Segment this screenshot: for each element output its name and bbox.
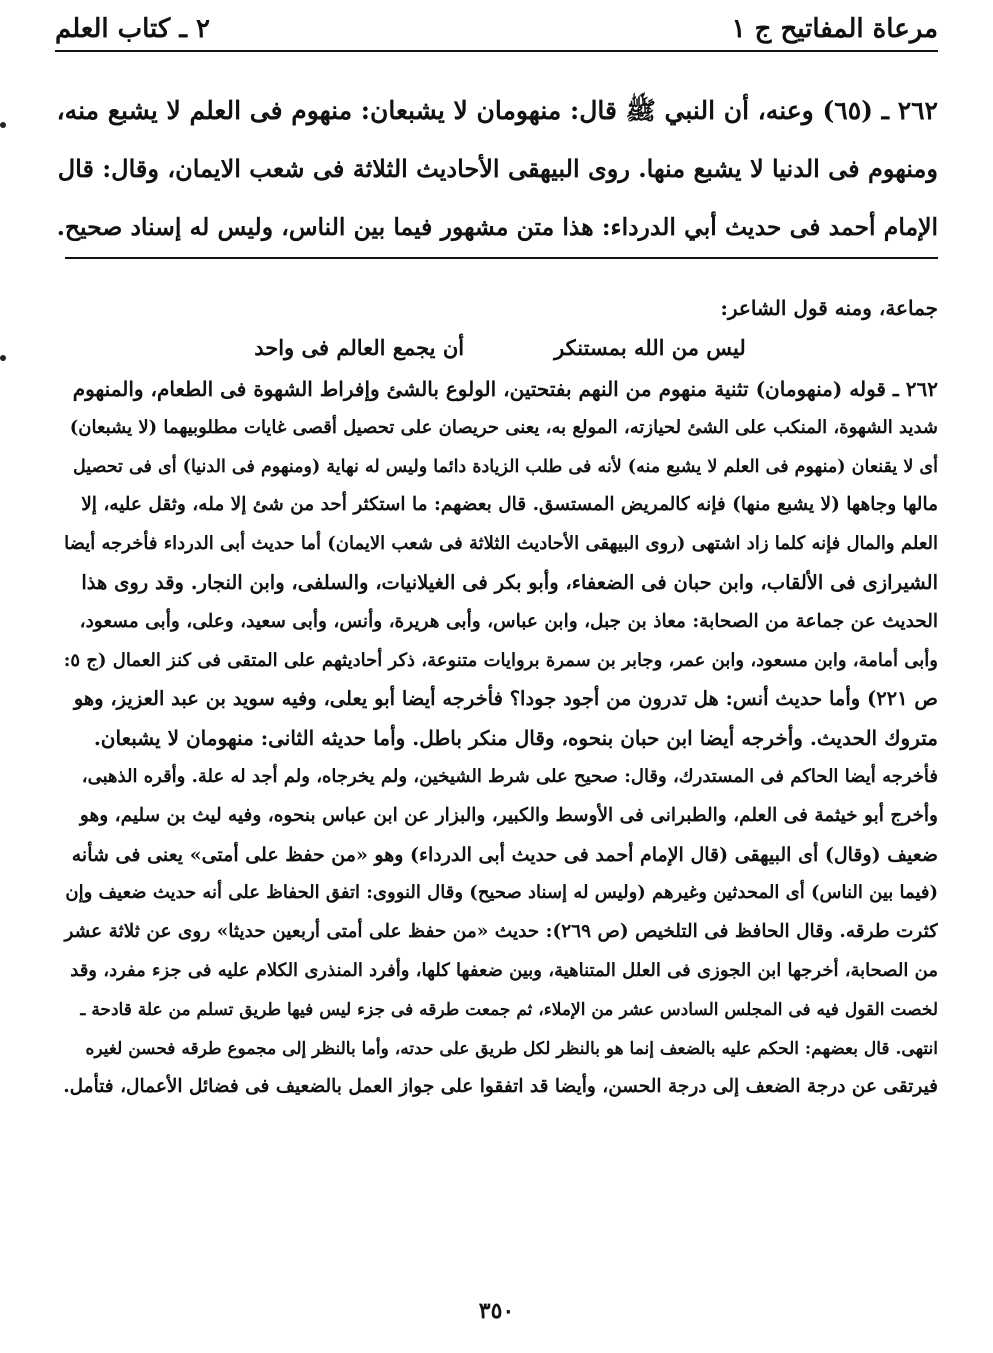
commentary-line: العلم والمال فإنه كلما زاد اشتهى (روى البيهقى الأحاديث الثلاثة فى شعب الايمان) أما حديث أبى الدرداء فأخرجه أيضا — [64, 533, 938, 555]
commentary-line: الشيرازى فى الألقاب، وابن حبان فى الضعفاء، وأبو بكر فى الغيلانيات، والسلفى، وابن النجار. وقد روى هذا — [81, 570, 938, 594]
hadith-text — [55, 82, 938, 256]
commentary-line: ضعيف (وقال) أى البيهقى (قال الإمام أحمد فى حديث أبى الدرداء) وهو «من حفظ على أمتى» يعنى فى شأنه — [71, 843, 938, 866]
verse-second-hemistich: أن يجمع العالم فى واحد — [254, 335, 465, 360]
commentary-line: من الصحابة، أخرجها ابن الجوزى فى العلل المتناهية، وبين ضعفها كلها، وأفرد المنذرى الكلام عليه فى جزء مفرد، وقد — [70, 959, 938, 981]
book-title: مرعاة المفاتيح ج ١ — [731, 14, 938, 44]
hadith-line: ٢٦٢ ـ (٦٥) وعنه، أن النبي ﷺ قال: منهومان لا يشبعان: منهوم فى العلم لا يشبع منه، — [56, 96, 938, 125]
commentary-line: لخصت القول فيه فى المجلس السادس عشر من الإملاء، ثم جمعت طرقه فى جزء ليس فيها طريق تسلم من علة قادحة ـ — [80, 999, 938, 1020]
commentary-line: شديد الشهوة، المنكب على الشئ لحيازته، المولع به، يعنى حريصان على تحصيل أقصى غايات مطلوبيهما (لا يشبعان) — [69, 416, 938, 438]
hadith-line: الإمام أحمد فى حديث أبي الدرداء: هذا متن مشهور فيما بين الناس، وليس له إسناد صحيح. — [56, 213, 938, 241]
commentary-line: كثرت طرقه. وقال الحافظ فى التلخيص (ص ٢٦٩): حديث «من حفظ على أمتى أربعين حديثا» روى عن ثلاثة عشر — [64, 921, 938, 943]
poetry-verse — [62, 326, 938, 370]
page-header — [55, 8, 938, 52]
commentary-body — [62, 370, 938, 1107]
chapter-title: ٢ ـ كتاب العلم — [55, 14, 210, 44]
commentary-line: متروك الحديث. وأخرجه أيضا ابن حبان بنحوه، وقال منكر باطل. وأما حديثه الثانى: منهومان لا يشبعان. — [93, 726, 938, 751]
commentary-line: (فيما بين الناس) أى المحدثين وغيرهم (وليس له إسناد صحيح) وقال النووى: اتفق الحفاظ على أنه حديث ضعيف وإن — [65, 882, 938, 904]
page-number: ٣٥٠ — [478, 1298, 515, 1324]
verse-first-hemistich: ليس من الله بمستنكر — [554, 335, 746, 360]
commentary-line: مالها وجاهها (لا يشبع منها) فإنه كالمريض المستسق. قال بعضهم: ما استكثر أحد من شئ إلا مله، وثقل عليه، إلا — [81, 494, 938, 516]
commentary-intro: جماعة، ومنه قول الشاعر: — [720, 296, 938, 320]
commentary-line: ٢٦٢ ـ قوله (منهومان) تثنية منهوم من النهم بفتحتين، الولوع بالشئ وإفراط الشهوة فى الطعام، والمنهوم — [72, 377, 938, 401]
commentary-section — [62, 290, 938, 1107]
commentary-line: وأخرج أبو خيثمة فى العلم، والطبرانى فى الأوسط والكبير، والبزار عن ابن عباس بنحوه، وفيه ليث بن سليم، وهو — [79, 804, 938, 826]
commentary-line: الحديث عن جماعة من الصحابة: معاذ بن جبل، وابن عباس، وأبى هريرة، وأنس، وأبى سعيد، وعلى، وأبى مسعود، — [79, 610, 938, 632]
commentary-line: فيرتقى عن درجة الضعف إلى درجة الحسن، وأيضا قد اتفقوا على جواز العمل بالضعيف فى فضائل الأعمال، فتأمل. — [63, 1076, 938, 1098]
margin-mark — [0, 122, 6, 128]
commentary-line: انتهى. قال بعضهم: الحكم عليه بالضعف إنما هو بالنظر لكل طريق على حدته، وأما بالنظر إلى مجموع طرقه فحسن لغيره — [85, 1038, 938, 1059]
commentary-line: وأبى أمامة، وابن مسعود، وابن عمر، وجابر بن سمرة بروايات متنوعة، ذكر أحاديثهم على المتقى فى كنز العمال (ج ٥: — [63, 649, 938, 671]
commentary-line: أى لا يقنعان (منهوم فى العلم لا يشبع منه) لأنه فى طلب الزيادة دائما وليس له نهاية (ومنهوم فى الدنيا) أى فى تحصيل — [73, 456, 938, 477]
section-divider — [65, 257, 938, 259]
margin-mark — [0, 355, 6, 361]
hadith-line: ومنهوم فى الدنيا لا يشبع منها. روى البيهقى الأحاديث الثلاثة فى شعب الايمان، وقال: قال — [57, 154, 938, 183]
commentary-line: فأخرجه أيضا الحاكم فى المستدرك، وقال: صحيح على شرط الشيخين، ولم يخرجاه، ولم أجد له علة. وأقره الذهبى، — [81, 765, 938, 787]
commentary-line: ص ٢٢١) وأما حديث أنس: هل تدرون من أجود جودا؟ فأخرجه أيضا أبو يعلى، وفيه سويد بن عبد العزيز، وهو — [73, 687, 938, 711]
